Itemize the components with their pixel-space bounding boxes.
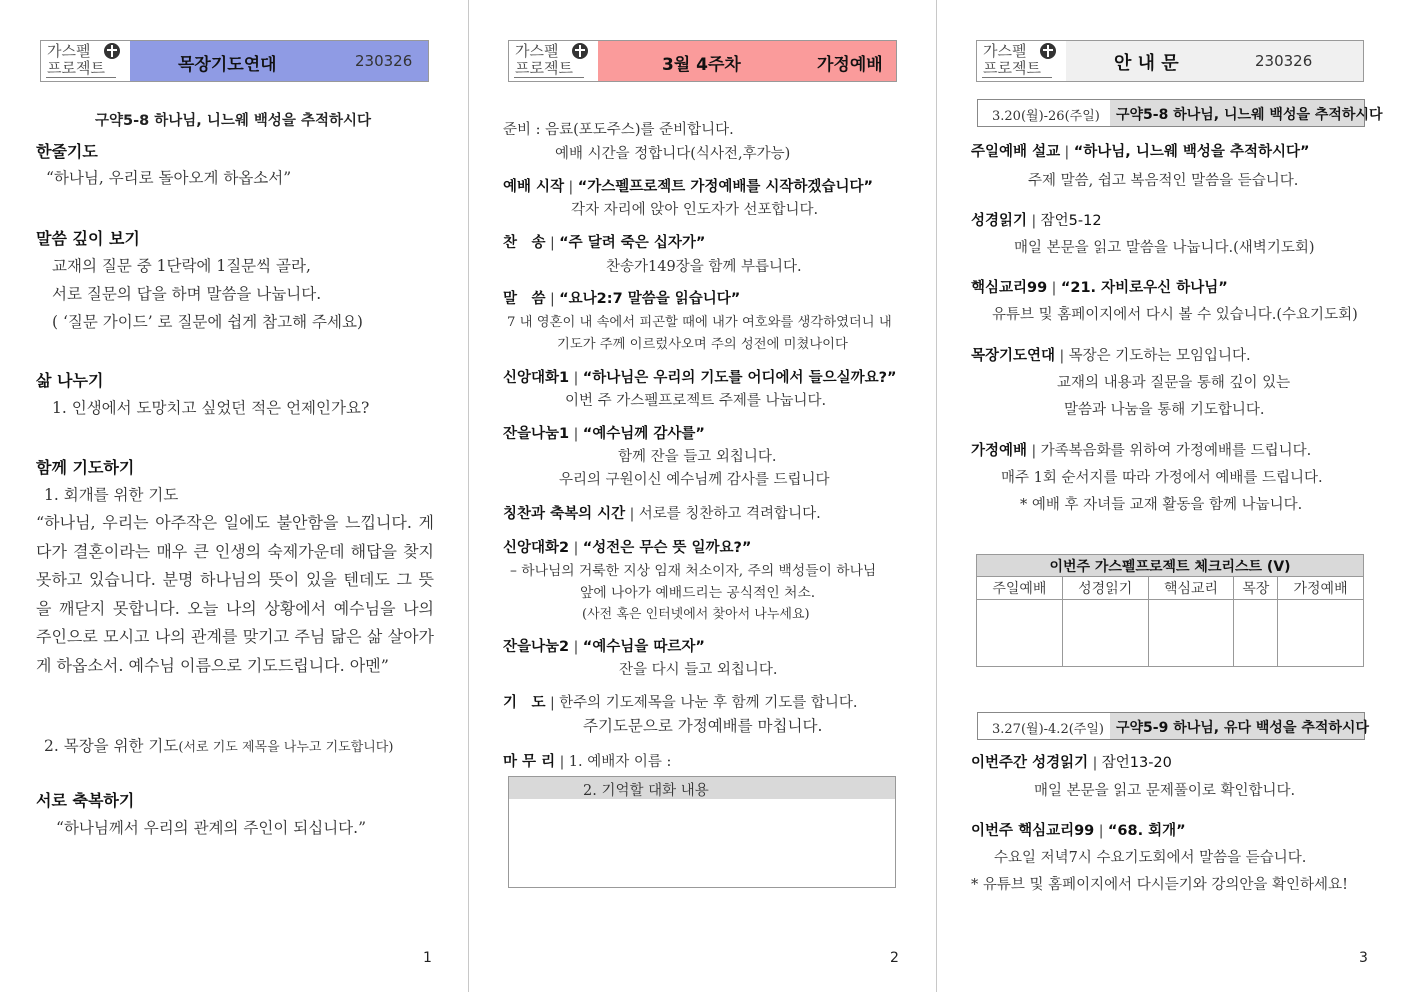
gospel-project-logo: 가스펠 프로젝트 [509, 41, 597, 81]
memo-box-header [509, 777, 895, 799]
page-1-header [40, 40, 429, 82]
item-word-verse: 7 내 영혼이 내 속에서 피곤할 때에 내가 여호와를 생각하였더니 내 [507, 315, 892, 330]
memo-box-label: 2. 기억할 대화 내용 [583, 783, 709, 799]
checklist-caption: 이번주 가스펠프로젝트 체크리스트 (V) [977, 555, 1364, 577]
item-faith-talk-1-desc: 이번 주 가스펠프로젝트 주제를 나눕니다. [565, 393, 827, 409]
line-prayer-text: “하나님, 우리로 돌아오게 하옵소서” [46, 169, 292, 187]
week-1-dates: 3.20(월)-26(주일) [992, 109, 1100, 124]
gospel-project-logo: 가스펠 프로젝트 [977, 41, 1065, 81]
week-2-dates: 3.27(월)-4.2(주일) [992, 722, 1104, 737]
header-code: 230326 [1255, 52, 1313, 70]
prep-line-2: 예배 시간을 정합니다(식사전,후가능) [555, 146, 791, 162]
cross-icon [104, 43, 120, 59]
notice-cell-desc: 말씀과 나눔을 통해 기도합니다. [1064, 402, 1265, 418]
header-band [130, 41, 428, 81]
heading-line-prayer: 한줄기도 [36, 142, 98, 161]
cross-icon [1040, 43, 1056, 59]
checklist-col-header: 성경읽기 [1062, 577, 1148, 600]
lesson-subtitle: 구약5-8 하나님, 니느웨 백성을 추적하시다 [95, 113, 372, 129]
checklist-cell[interactable] [977, 600, 1063, 667]
item-word: 말 씀 | “요나2:7 말씀을 읽습니다” [503, 291, 741, 307]
checklist-col-header: 가정예배 [1278, 577, 1364, 600]
week-1-title: 구약5-8 하나님, 니느웨 백성을 추적하시다 [1116, 107, 1383, 123]
page-number: 3 [1359, 950, 1368, 966]
cross-icon [572, 43, 588, 59]
deep-word-line: ( ‘질문 가이드’ 로 질문에 쉽게 참고해 주세요) [52, 313, 363, 331]
notice-family-desc: 매주 1회 순서지를 따라 가정에서 예배를 드립니다. [1001, 470, 1323, 486]
heading-life-sharing: 삶 나누기 [36, 371, 104, 390]
item-faith-talk-1: 신앙대화1 | “하나님은 우리의 기도를 어디에서 들으실까요?” [503, 370, 897, 386]
item-cup-2-desc: 잔을 다시 들고 외칩니다. [619, 662, 778, 678]
heading-deep-word: 말씀 깊이 보기 [36, 229, 140, 248]
notice-bible-desc: 매일 본문을 읽고 말씀을 나눕니다.(새벽기도회) [1014, 240, 1315, 256]
next-doctrine-desc: 수요일 저녁7시 수요기도회에서 말씀을 듣습니다. [994, 850, 1307, 866]
weekly-checklist [976, 554, 1364, 667]
header-band [1066, 41, 1363, 81]
notice-family-desc: * 예배 후 자녀들 교재 활동을 함께 나눕니다. [1020, 497, 1303, 513]
item-faith-talk-2-desc: 앞에 나아가 예배드리는 공식적인 처소. [580, 585, 816, 601]
memo-box[interactable] [508, 776, 896, 888]
page-2 [469, 0, 936, 992]
gospel-project-logo: 가스펠 프로젝트 [41, 41, 129, 81]
checklist-cell[interactable] [1148, 600, 1234, 667]
notice-doctrine-desc: 유튜브 및 홈페이지에서 다시 볼 수 있습니다.(수요기도회) [992, 307, 1358, 323]
deep-word-line: 교재의 질문 중 1단락에 1질문씩 골라, [52, 257, 311, 275]
notice-doctrine: 핵심교리99 | “21. 자비로우신 하나님” [971, 280, 1228, 296]
prayer-item-1: 1. 회개를 위한 기도 [44, 486, 179, 504]
item-word-verse: 기도가 주께 이르렀사오며 주의 성전에 미쳤나이다 [557, 337, 848, 352]
item-hymn-desc: 찬송가149장을 함께 부릅니다. [606, 259, 802, 275]
item-faith-talk-2-desc: – 하나님의 거룩한 지상 임재 처소이자, 주의 백성들이 하나님 [510, 563, 877, 579]
item-prayer: 기 도 | 한주의 기도제목을 나눈 후 함께 기도를 합니다. [503, 695, 858, 711]
prayer-item-2: 2. 목장을 위한 기도(서로 기도 제목을 나누고 기도합니다) [44, 737, 394, 755]
prep-row: 준비 : 음료(포도주스)를 준비합니다. [503, 122, 734, 138]
item-cup-2: 잔을나눔2 | “예수님을 따르자” [503, 639, 705, 655]
week-1-box [977, 99, 1383, 127]
notice-sermon-desc: 주제 말씀, 쉽고 복음적인 말씀을 듣습니다. [1028, 173, 1299, 189]
week-2-box [977, 712, 1369, 740]
header-title: 안 내 문 [1114, 53, 1179, 74]
next-reading: 이번주간 성경읽기 | 잠언13-20 [971, 755, 1172, 771]
heading-blessing: 서로 축복하기 [36, 791, 135, 810]
blessing-text: “하나님께서 우리의 관계의 주인이 되십니다.” [56, 819, 366, 837]
header-band [598, 41, 896, 81]
page-3-header [976, 40, 1364, 82]
notice-family: 가정예배 | 가족복음화를 위하여 가정예배를 드립니다. [971, 443, 1312, 459]
item-cup-1-desc: 함께 잔을 들고 외칩니다. [618, 449, 777, 465]
item-start-desc: 각자 자리에 앉아 인도자가 선포합니다. [571, 202, 819, 218]
item-faith-talk-2: 신앙대화2 | “성전은 무슨 뜻 일까요?” [503, 540, 752, 556]
life-sharing-item: 1. 인생에서 도망치고 싶었던 적은 언제인가요? [52, 399, 370, 417]
item-closing: 마 무 리 | 1. 예배자 이름 : [503, 754, 672, 770]
header-title: 목장기도연대 [178, 55, 277, 75]
notice-bible: 성경읽기 | 잠언5-12 [971, 213, 1102, 229]
page-1 [0, 0, 467, 992]
item-cup-1-desc: 우리의 구원이신 예수님께 감사를 드립니다 [559, 472, 830, 488]
checklist-cell[interactable] [1234, 600, 1278, 667]
checklist-cell[interactable] [1278, 600, 1364, 667]
notice-sermon: 주일예배 설교 | “하나님, 니느웨 백성을 추적하시다” [971, 144, 1310, 160]
page-number: 1 [423, 950, 432, 966]
item-faith-talk-2-desc: (사전 혹은 인터넷에서 찾아서 나누세요) [582, 607, 810, 622]
next-doctrine: 이번주 핵심교리99 | “68. 회개” [971, 823, 1186, 839]
item-start: 예배 시작 | “가스펠프로젝트 가정예배를 시작하겠습니다” [503, 179, 873, 195]
header-title: 3월 4주차 [662, 55, 741, 75]
deep-word-line: 서로 질문의 답을 하며 말씀을 나눕니다. [52, 285, 322, 303]
page-divider [936, 0, 937, 992]
page-2-header [508, 40, 897, 82]
notice-cell: 목장기도연대 | 목장은 기도하는 모임입니다. [971, 348, 1251, 364]
week-2-title: 구약5-9 하나님, 유다 백성을 추적하시다 [1116, 720, 1369, 736]
header-code: 230326 [355, 52, 413, 70]
item-cup-1: 잔을나눔1 | “예수님께 감사를” [503, 426, 705, 442]
notice-cell-desc: 교재의 내용과 질문을 통해 깊이 있는 [1057, 375, 1291, 391]
item-hymn: 찬 송 | “주 달려 죽은 십자가” [503, 235, 706, 251]
checklist-col-header: 목장 [1234, 577, 1278, 600]
checklist-col-header: 핵심교리 [1148, 577, 1234, 600]
next-doctrine-desc: * 유튜브 및 홈페이지에서 다시듣기와 강의안을 확인하세요! [971, 877, 1348, 893]
next-reading-desc: 매일 본문을 읽고 문제풀이로 확인합니다. [1034, 783, 1296, 799]
item-praise: 칭찬과 축복의 시간 | 서로를 칭찬하고 격려합니다. [503, 506, 821, 522]
checklist-col-header: 주일예배 [977, 577, 1063, 600]
item-prayer-desc: 주기도문으로 가정예배를 마칩니다. [583, 717, 823, 735]
repentance-prayer-text: “하나님, 우리는 아주작은 일에도 불안함을 느낍니다. 게다가 결혼이라는 매우 큰 인생의 숙제가운데 해답을 찾지 못하고 있습니다. 분명 하나님의 뜻이 있을 텐데도 그 뜻을 깨닫지 못합니다. 오늘 나의 상황에서 예수님을 나의 주인으로 모시고 나의 관계를 맞기고 주님 닮은 삶 살아가게 하옵소서. 예수님 이름으로 기도드립니다. 아멘” [36, 513, 434, 675]
heading-pray-together: 함께 기도하기 [36, 458, 135, 477]
checklist-cell[interactable] [1062, 600, 1148, 667]
page-number: 2 [890, 950, 899, 966]
header-title-2: 가정예배 [817, 55, 883, 75]
